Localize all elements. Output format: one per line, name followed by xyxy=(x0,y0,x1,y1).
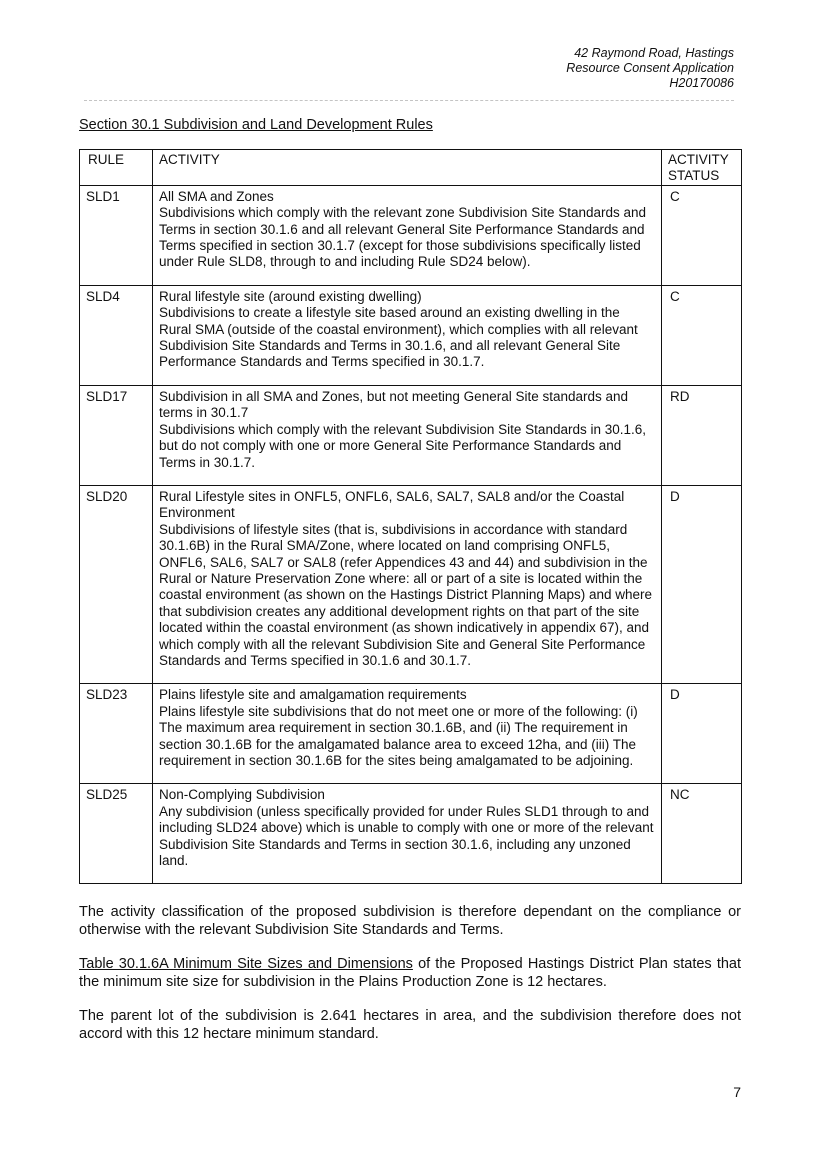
activity-status: C xyxy=(662,285,742,385)
table-reference: Table 30.1.6A Minimum Site Sizes and Dimensions xyxy=(79,956,413,972)
rule-code: SLD23 xyxy=(80,684,153,784)
header-reference-number: H20170086 xyxy=(669,76,734,90)
activity-description: Subdivisions which comply with the relevant zone Subdivision Site Standards and Terms in section 30.1.6 and all relevant General Site Performance Standards and Terms specified in section 30.1.7 (except for those subdivisions specifically listed under Rule SLD8, through to and including Rule SD24 below). xyxy=(159,205,647,270)
activity-title: Rural lifestyle site (around existing dwelling) xyxy=(159,288,422,304)
activity-title: All SMA and Zones xyxy=(159,188,274,204)
activity-title: Plains lifestyle site and amalgamation requirements xyxy=(159,687,467,703)
activity-title: Subdivision in all SMA and Zones, but not meeting General Site standards and terms in 30.1.7 xyxy=(159,388,629,421)
rule-code: SLD25 xyxy=(80,784,153,884)
column-header-activity-status: ACTIVITY STATUS xyxy=(662,150,742,186)
activity-cell xyxy=(153,784,662,884)
section-title: Section 30.1 Subdivision and Land Development Rules xyxy=(79,117,433,133)
activity-description: Subdivisions which comply with the relevant Subdivision Site Standards in 30.1.6, but do not comply with one or more General Site Performance Standards and Terms in 30.1.7. xyxy=(159,421,647,470)
table-row xyxy=(80,784,742,884)
header-document-type: Resource Consent Application xyxy=(566,61,734,75)
paragraph-parent-lot: The parent lot of the subdivision is 2.641 hectares in area, and the subdivision therefore does not accord with this 12 hectare minimum standard. xyxy=(79,1008,741,1042)
page-number: 7 xyxy=(733,1084,741,1100)
activity-description: Plains lifestyle site subdivisions that do not meet one or more of the following: (i) The maximum area requirement in section 30.1.6B, and (ii) The requirement in section 30.1.6B for the amalgamated balance area to exceed 12ha, and (iii) The requirement in section 30.1.6B for the sites being amalgamated to be adjoining. xyxy=(159,703,638,768)
paragraph-activity-classification: The activity classification of the proposed subdivision is therefore dependant on the compliance or otherwise with the relevant Subdivision Site Standards and Terms. xyxy=(79,904,741,938)
table-header-row xyxy=(80,150,742,186)
table-row xyxy=(80,385,742,485)
activity-status: RD xyxy=(662,385,742,485)
activity-status: D xyxy=(662,684,742,784)
table-row xyxy=(80,285,742,385)
column-header-rule: RULE xyxy=(80,150,153,186)
header-address: 42 Raymond Road, Hastings xyxy=(574,46,734,60)
activity-cell xyxy=(153,485,662,683)
column-header-activity: ACTIVITY xyxy=(153,150,662,186)
activity-cell xyxy=(153,285,662,385)
activity-status: C xyxy=(662,185,742,285)
activity-description: Subdivisions of lifestyle sites (that is, subdivisions in accordance with standard 30.1.6B) in the Rural SMA/Zone, where located on land comprising ONFL5, ONFL6, SAL6, SAL7 or SAL8 (refer Appendices 43 and 44) and subdivision in the Rural or Nature Preservation Zone where: all or part of a site is located within the coastal environment (as shown on the Hastings District Planning Maps) and where that subdivision creates any additional development rights on that part of the site located within the coastal environment (as shown indicatively in appendix 67), and which comply with all the relevant Subdivision Site and General Site Performance Standards and Terms specified in 30.1.6 and 30.1.7. xyxy=(159,521,652,668)
rule-code: SLD17 xyxy=(80,385,153,485)
table-row xyxy=(80,485,742,683)
table-row xyxy=(80,185,742,285)
paragraph-minimum-site-size xyxy=(79,956,741,991)
activity-description: Subdivisions to create a lifestyle site based around an existing dwelling in the Rural SMA (outside of the coastal environment), which complies with all relevant Subdivision Site Standards and Terms in 30.1.6, and all relevant General Site Performance Standards and Terms specified in 30.1.7. xyxy=(159,305,638,370)
rules-table xyxy=(79,149,742,884)
activity-status: NC xyxy=(662,784,742,884)
activity-cell xyxy=(153,185,662,285)
rule-code: SLD1 xyxy=(80,185,153,285)
activity-title: Non-Complying Subdivision xyxy=(159,787,325,803)
activity-description: Any subdivision (unless specifically provided for under Rules SLD1 through to and including SLD24 above) which is unable to comply with one or more of the relevant Subdivision Site Standards and Terms in section 30.1.6, including any unzoned land. xyxy=(159,803,654,869)
header-divider xyxy=(84,100,734,101)
activity-cell xyxy=(153,684,662,784)
rule-code: SLD20 xyxy=(80,485,153,683)
activity-title: Rural Lifestyle sites in ONFL5, ONFL6, SAL6, SAL7, SAL8 and/or the Coastal Environment xyxy=(159,488,625,521)
activity-cell xyxy=(153,385,662,485)
table-row xyxy=(80,684,742,784)
rule-code: SLD4 xyxy=(80,285,153,385)
document-header xyxy=(566,46,734,91)
activity-status: D xyxy=(662,485,742,683)
paragraph-minimum-site-size-text: of the Proposed Hastings District Plan states that the minimum site size for subdivision in the Plains Production Zone is 12 hectares. xyxy=(79,956,742,990)
